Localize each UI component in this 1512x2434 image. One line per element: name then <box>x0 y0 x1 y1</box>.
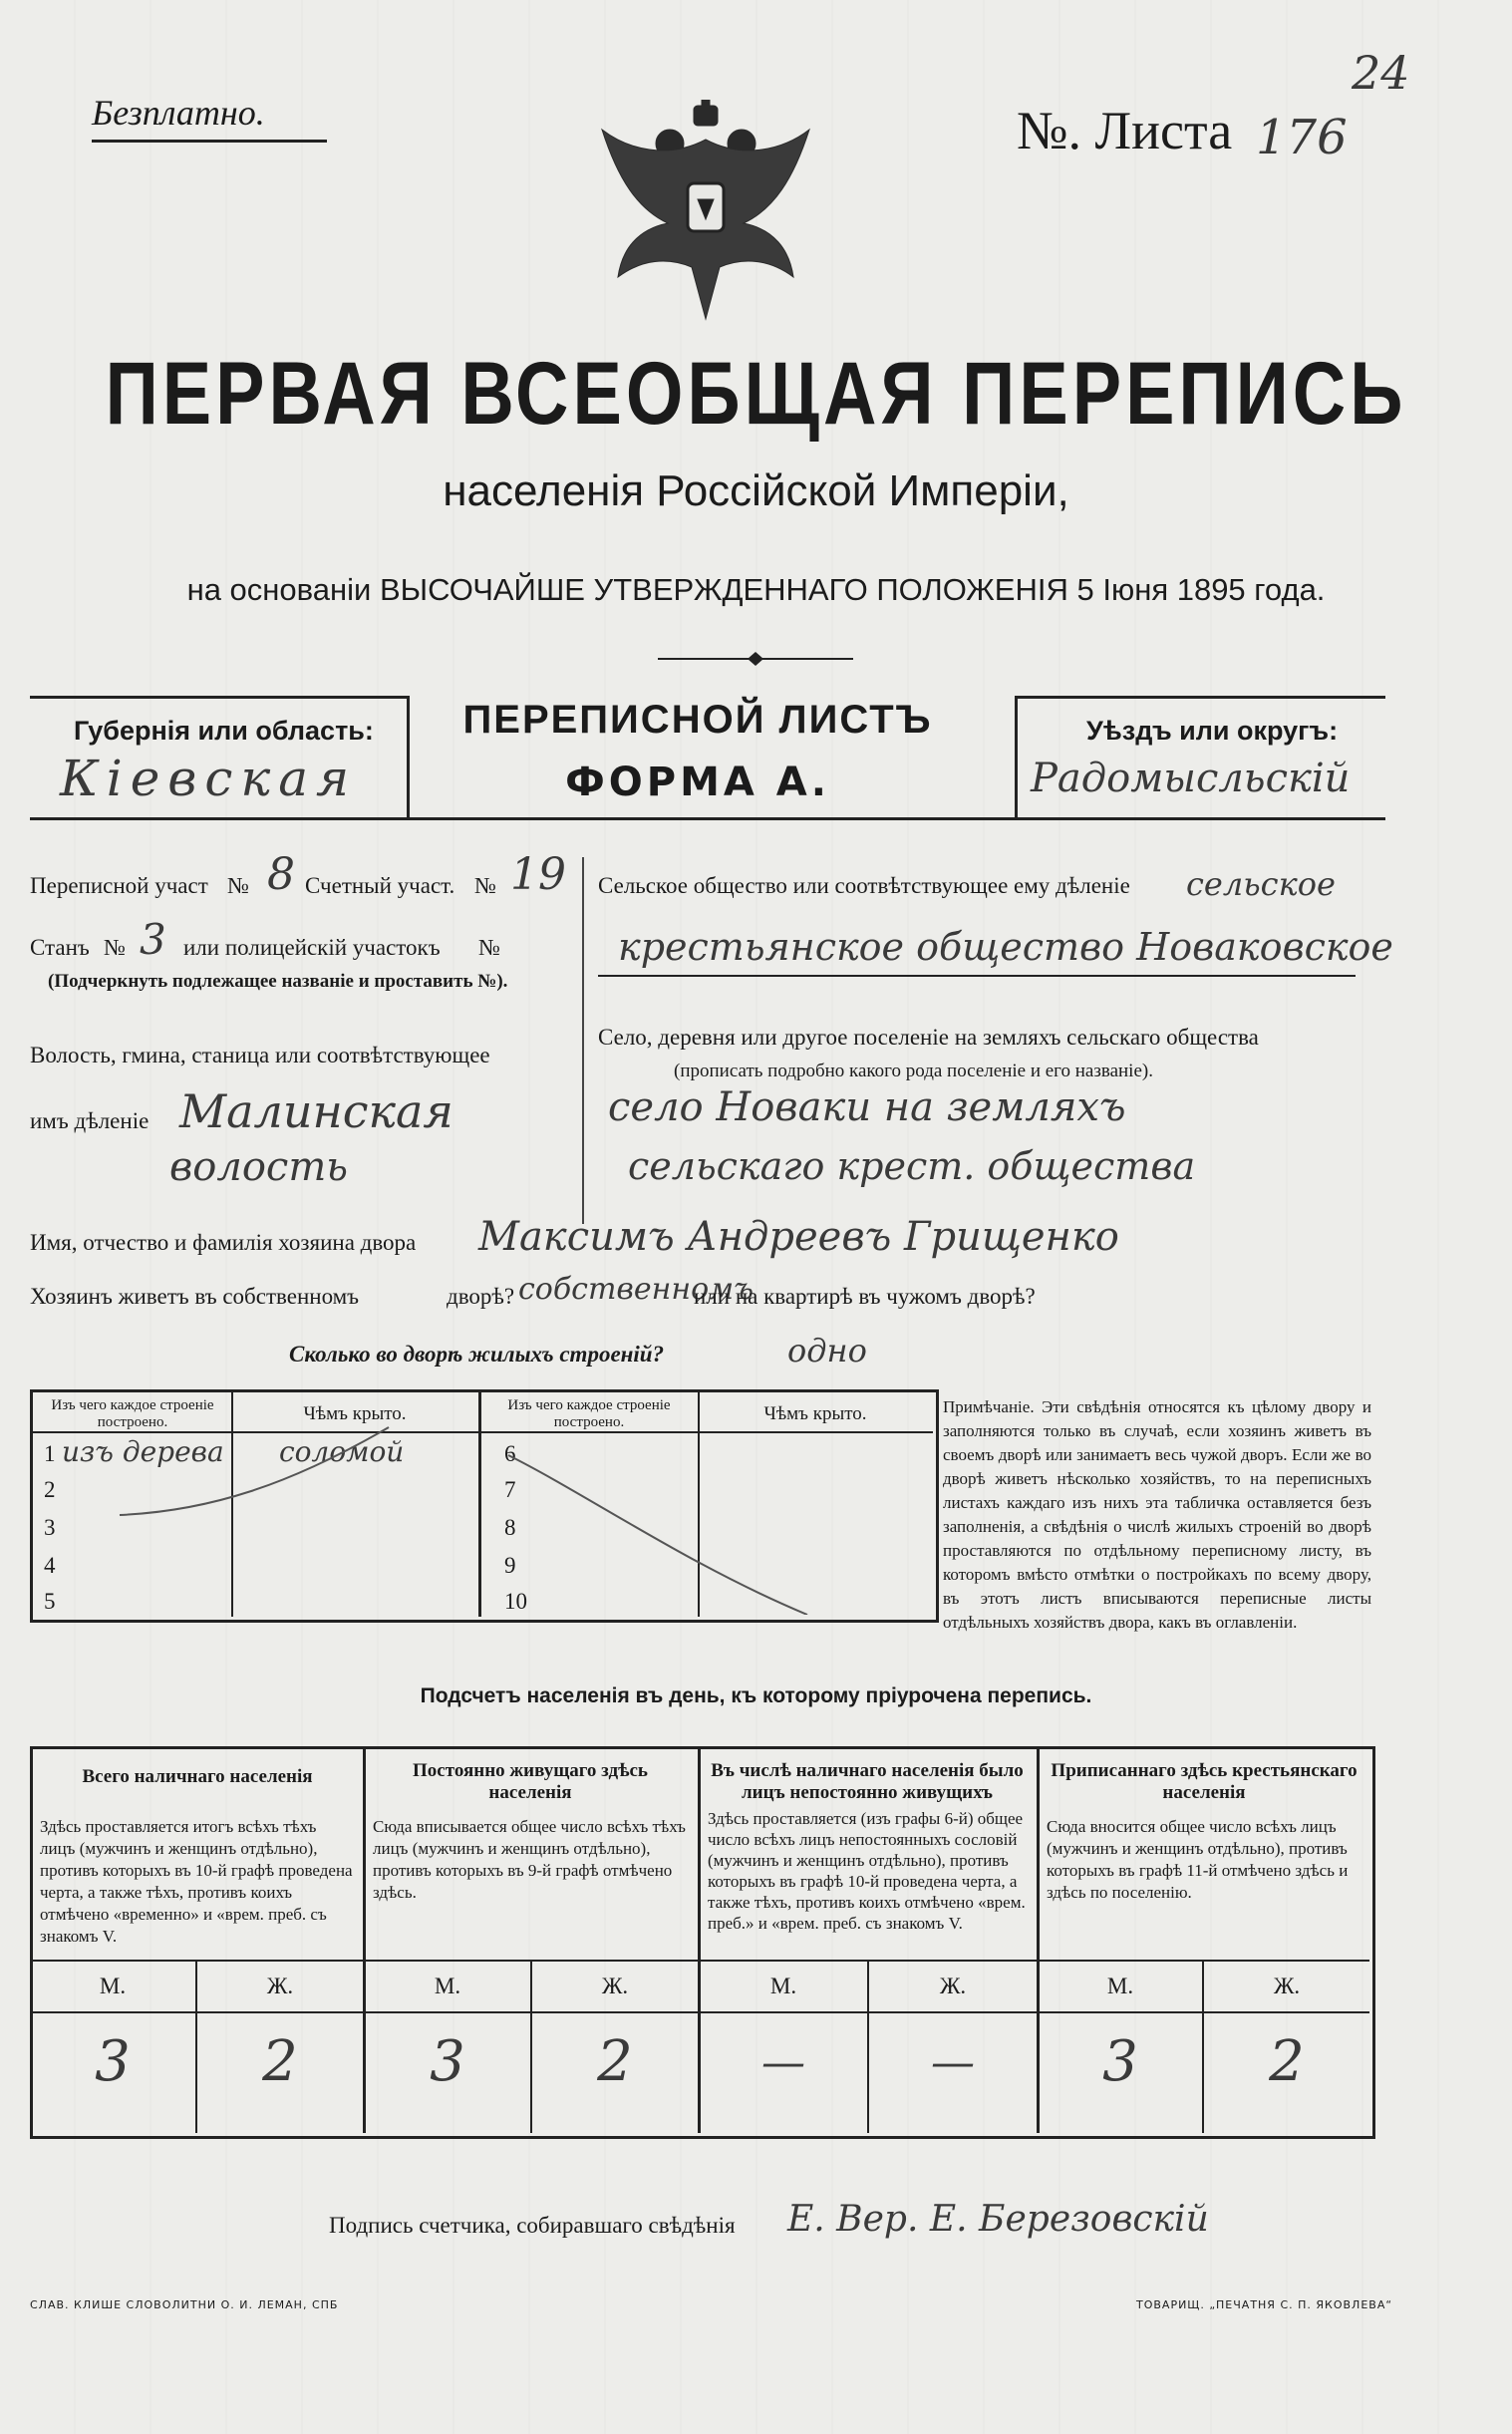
building-row-number: 10 <box>504 1589 527 1614</box>
count-section-no: № <box>474 873 496 898</box>
summary-head-rule <box>30 1960 1369 1962</box>
building-row-number: 2 <box>44 1477 56 1502</box>
form-header-rule-right <box>1015 696 1385 699</box>
buildings-col2-header: Чѣмъ крыто. <box>303 1403 407 1424</box>
building-row-number: 1 <box>44 1441 56 1466</box>
summary-col4-desc: Сюда вносится общее число всѣхъ лицъ (мужчинъ и женщинъ отдѣльно), противъ которыхъ въ графѣ 11-й отмѣчено здѣсь и здѣсь по поселенію. <box>1047 1817 1349 1902</box>
buildings-label: Сколько во дворѣ жилыхъ строеній? <box>289 1342 665 1367</box>
sheet-number-value: 176 <box>1256 110 1348 165</box>
main-title: ПЕРВАЯ ВСЕОБЩАЯ ПЕРЕПИСЬ <box>105 343 1407 444</box>
province-value: Кіевская <box>60 750 358 807</box>
village-value-2: сельскаго крест. общества <box>628 1144 1196 1188</box>
village-label: Село, деревня или другое поселеніе на земляхъ сельскаго общества <box>598 1025 1259 1050</box>
underline-note: (Подчеркнуть подлежащее названіе и проставить №). <box>48 971 508 992</box>
female-header: Ж. <box>939 1974 967 1998</box>
sheet-corner-number: 24 <box>1352 46 1410 100</box>
summary-value: 2 <box>597 2029 633 2094</box>
society-value-2: крестьянское общество Новаковское <box>618 925 1393 969</box>
building-row-number: 7 <box>504 1477 516 1502</box>
male-header: М. <box>99 1974 127 1998</box>
fields-column-divider <box>582 857 584 1224</box>
printer-left-imprint: СЛАВ. КЛИШЕ СЛОВОЛИТНИ О. И. ЛЕМАН, СПБ <box>30 2298 339 2311</box>
building-row-number: 9 <box>504 1553 516 1578</box>
building-row-number: 8 <box>504 1515 516 1540</box>
summary-mf-rule <box>30 2011 1369 2013</box>
summary-value: — <box>931 2037 975 2088</box>
female-header: Ж. <box>1273 1974 1301 1998</box>
census-section-value: 8 <box>267 849 295 900</box>
building-row-number: 6 <box>504 1441 516 1466</box>
summary-col1-desc: Здѣсь проставляется итогъ всѣхъ тѣхъ лицъ (мужчинъ и женщинъ отдѣльно), противъ которыхъ въ 10-й графѣ проведена черта, а также тѣхъ, противъ коихъ отмѣчено «временно» и «врем. преб. съ знакомъ V. <box>40 1817 353 1946</box>
police-section-label: или полицейскій участокъ <box>183 935 441 960</box>
form-title: ПЕРЕПИСНОЙ ЛИСТЪ <box>462 698 933 742</box>
village-note: (прописать подробно какого рода поселеніе и его названіе). <box>674 1061 1153 1081</box>
form-header-divider-right <box>1015 696 1018 819</box>
signature-label: Подпись счетчика, собиравшаго свѣдѣнія <box>329 2213 736 2238</box>
buildings-col3-header: Изъ чего каждое строеніе построено. <box>507 1397 671 1430</box>
legal-basis: на основаніи ВЫСОЧАЙШЕ УТВЕРЖДЕННАГО ПОЛОЖЕНІЯ 5 Іюня 1895 года. <box>186 572 1326 607</box>
free-of-charge-label: Безплатно. <box>92 93 265 133</box>
society-value: сельское <box>1186 865 1336 903</box>
summary-col2-desc: Сюда вписывается общее число всѣхъ тѣхъ лицъ (мужчинъ и женщинъ отдѣльно), противъ которыхъ въ 9-й графѣ отмѣчено здѣсь. <box>373 1817 686 1902</box>
summary-value: 3 <box>430 2029 465 2094</box>
male-header: М. <box>1106 1974 1134 1998</box>
male-header: М. <box>434 1974 461 1998</box>
census-section-label: Переписной участ <box>30 873 208 898</box>
owner-lives-label-c: или на квартирѣ въ чужомъ дворѣ? <box>694 1284 1036 1309</box>
building-row-number: 4 <box>44 1553 56 1578</box>
free-label-underline <box>92 140 327 143</box>
volost-label-2: имъ дѣленіе <box>30 1108 150 1133</box>
village-value: село Новаки на земляхъ <box>608 1084 1126 1130</box>
printer-right-imprint: ТОВАРИЩ. „ПЕЧАТНЯ С. П. ЯКОВЛЕВА“ <box>1136 2298 1393 2311</box>
building-row-number: 5 <box>44 1589 56 1614</box>
buildings-note: Примѣчаніе. Эти свѣдѣнія относятся къ цѣлому двору и заполняются только въ случаѣ, если хозяинъ живетъ въ своемъ дворѣ или занимаетъ весь чужой дворъ. Если же во дворѣ живетъ нѣсколько хозяйствъ, то на переписныхъ листахъ каждаго изъ нихъ эта табличка оставляется безъ заполненія, а свѣдѣнія о числѣ жилыхъ строеній во дворѣ проставляются по отдѣльному переписному листу, въ которомъ вмѣсто отмѣтки о постройкахъ по всему двору, въ этотъ листъ вписываются переписные листы отдѣльныхъ хозяйствъ двора, какъ въ оглавленіи. <box>943 1397 1371 1632</box>
summary-value: 2 <box>262 2029 298 2094</box>
district-label: Уѣздъ или округъ: <box>1086 716 1339 746</box>
owner-value: Максимъ Андреевъ Грищенко <box>478 1214 1119 1260</box>
owner-lives-value: собственномъ <box>518 1272 755 1307</box>
owner-lives-label-a: Хозяинъ живетъ въ собственномъ <box>30 1284 360 1309</box>
buildings-col1-header: Изъ чего каждое строеніе построено. <box>51 1397 214 1430</box>
summary-value: — <box>761 2037 805 2088</box>
building-row-number: 3 <box>44 1515 56 1540</box>
buildings-value: одно <box>787 1332 867 1369</box>
count-section-value: 19 <box>510 849 566 900</box>
district-value: Радомысльскій <box>1031 756 1351 801</box>
province-label: Губернія или область: <box>74 716 374 746</box>
summary-col2-head: Постоянно живущаго здѣсь населенія <box>413 1760 648 1803</box>
census-section-no: № <box>227 873 249 898</box>
ornament-divider <box>658 652 853 666</box>
pencil-strike-lines <box>90 1415 847 1615</box>
summary-col4-head: Приписаннаго здѣсь крестьянскаго населенія <box>1051 1760 1358 1803</box>
summary-col3-head: Въ числѣ наличнаго населенія было лицъ непостоянно живущихъ <box>711 1760 1024 1803</box>
building-row-material: изъ дерева <box>62 1435 224 1468</box>
buildings-col4-header: Чѣмъ крыто. <box>763 1403 867 1424</box>
male-header: М. <box>769 1974 797 1998</box>
count-section-label: Счетный участ. <box>305 873 455 898</box>
sheet-number-label: №. Листа <box>1017 101 1233 160</box>
double-headed-eagle-emblem <box>598 100 813 329</box>
stan-value: 3 <box>140 915 166 964</box>
female-header: Ж. <box>266 1974 294 1998</box>
owner-label: Имя, отчество и фамилія хозяина двора <box>30 1230 417 1255</box>
building-row-roof: соломой <box>279 1435 405 1468</box>
form-header-bottom-rule <box>30 817 1385 820</box>
stan-label: Станъ <box>30 935 90 960</box>
signature-value: Е. Вер. Е. Березовскій <box>787 2199 1209 2240</box>
summary-value: 3 <box>1102 2029 1138 2094</box>
owner-lives-label-b: дворѣ? <box>447 1284 515 1309</box>
society-rule <box>598 975 1356 977</box>
form-subtitle: ФОРМА А. <box>565 760 830 805</box>
summary-col3-desc: Здѣсь проставляется (изъ графы 6-й) общее число всѣхъ лицъ непостоянныхъ сословій (мужчинъ и женщинъ отдѣльно), противъ которыхъ въ графѣ 10-й проведена черта, а также тѣхъ, противъ коихъ отмѣчено «врем. преб.» и «врем. преб. съ знакомъ V. <box>708 1809 1026 1933</box>
summary-value: 3 <box>95 2029 131 2094</box>
summary-col1-head: Всего наличнаго населенія <box>82 1766 313 1787</box>
volost-value-2: волость <box>169 1144 349 1190</box>
volost-label: Волость, гмина, станица или соотвѣтствующее <box>30 1043 490 1067</box>
subtitle: населенія Россійской Имперіи, <box>443 466 1069 515</box>
stan-no: № <box>104 935 126 960</box>
society-label: Сельское общество или соотвѣтствующее ему дѣленіе <box>598 873 1130 898</box>
form-header-rule-left <box>30 696 409 699</box>
police-section-no: № <box>478 935 500 960</box>
volost-value: Малинская <box>179 1084 454 1138</box>
female-header: Ж. <box>601 1974 629 1998</box>
summary-value: 2 <box>1269 2029 1305 2094</box>
summary-title: Подсчетъ населенія въ день, къ которому пріурочена перепись. <box>420 1684 1092 1707</box>
